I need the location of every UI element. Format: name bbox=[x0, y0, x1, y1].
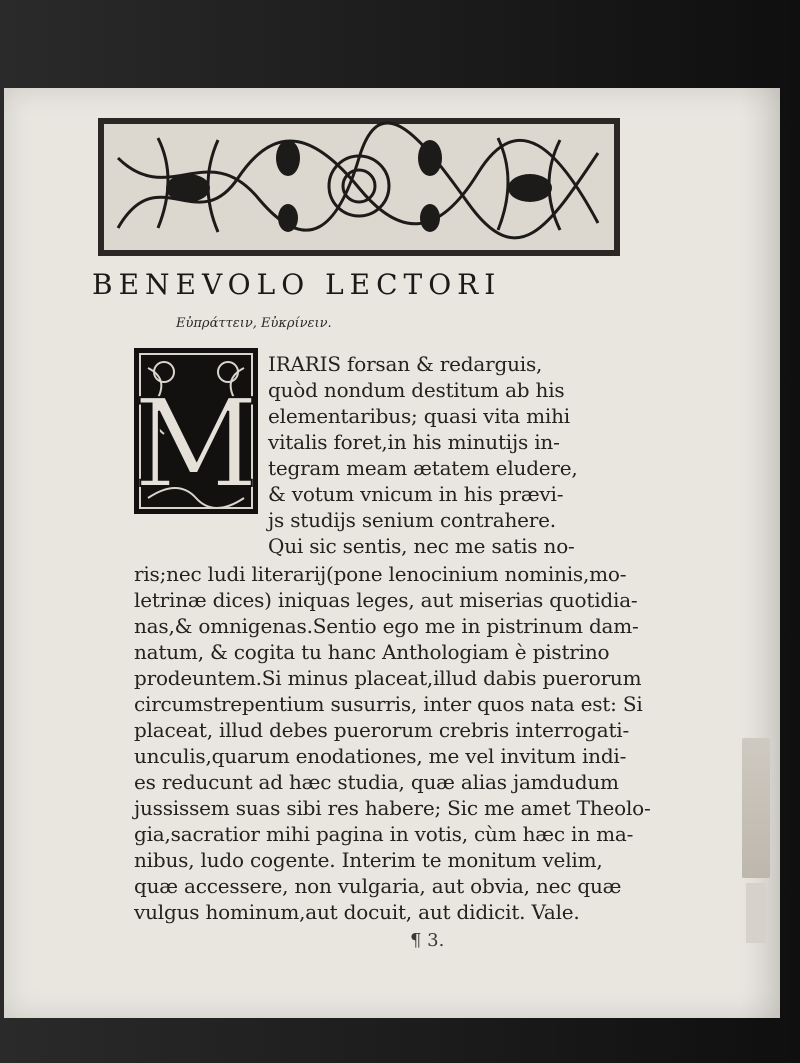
ornamental-headpiece bbox=[98, 118, 620, 256]
page-edge-shadow bbox=[740, 88, 780, 1018]
signature-mark: ¶ 3. bbox=[410, 930, 445, 951]
text-line-11: gia,sacratior mihi pagina in votis, cùm hæc in ma- bbox=[134, 822, 634, 846]
decorated-initial bbox=[134, 348, 258, 514]
text-line-indented-3: elementaribus; quasi vita mihi bbox=[268, 404, 570, 428]
text-line-2: letrinæ dices) iniquas leges, aut miserias quotidia- bbox=[134, 588, 638, 612]
text-line-indented-1: IRARIS forsan & redarguis, bbox=[268, 352, 543, 376]
text-line-indented-5: tegram meam ætatem eludere, bbox=[268, 456, 578, 480]
binding-strip-lower bbox=[746, 883, 766, 943]
text-line-10: jussissem suas sibi res habere; Sic me amet Theolo- bbox=[134, 796, 651, 820]
text-line-6: circumstrepentium susurris, inter quos nata est: Si bbox=[134, 692, 643, 716]
text-line-indented-6: & votum vnicum in his prævi- bbox=[268, 482, 564, 506]
text-line-14: vulgus hominum,aut docuit, aut didicit. Vale. bbox=[134, 900, 580, 924]
headpiece-engraving-icon bbox=[98, 118, 620, 256]
initial-letter: M bbox=[134, 373, 258, 514]
text-line-indented-2: quòd nondum destitum ab his bbox=[268, 378, 565, 402]
text-line-1: ris;nec ludi literarij(pone lenocinium nominis,mo- bbox=[134, 562, 627, 586]
text-line-indented-7: js studijs senium contrahere. bbox=[268, 508, 556, 532]
text-line-9: es reducunt ad hæc studia, quæ alias jamdudum bbox=[134, 770, 619, 794]
page-title: BENEVOLO LECTORI bbox=[92, 268, 502, 301]
text-line-3: nas,& omnigenas.Sentio ego me in pistrinum dam- bbox=[134, 614, 639, 638]
greek-motto: Εὐπράττειν, Εὐκρίνειν. bbox=[176, 316, 332, 331]
text-line-indented-4: vitalis foret,in his minutijs in- bbox=[268, 430, 560, 454]
binding-strip bbox=[742, 738, 770, 878]
text-line-5: prodeuntem.Si minus placeat,illud dabis puerorum bbox=[134, 666, 642, 690]
text-line-7: placeat, illud debes puerorum crebris interrogati- bbox=[134, 718, 630, 742]
text-line-12: nibus, ludo cogente. Interim te monitum velim, bbox=[134, 848, 603, 872]
initial-letter-m-icon bbox=[134, 348, 258, 514]
text-line-8: unculis,quarum enodationes, me vel invitum indi- bbox=[134, 744, 627, 768]
text-line-13: quæ accessere, non vulgaria, aut obvia, nec quæ bbox=[134, 874, 622, 898]
text-line-indented-8: Qui sic sentis, nec me satis no- bbox=[268, 534, 575, 558]
text-line-4: natum, & cogita tu hanc Anthologiam è pistrino bbox=[134, 640, 610, 664]
